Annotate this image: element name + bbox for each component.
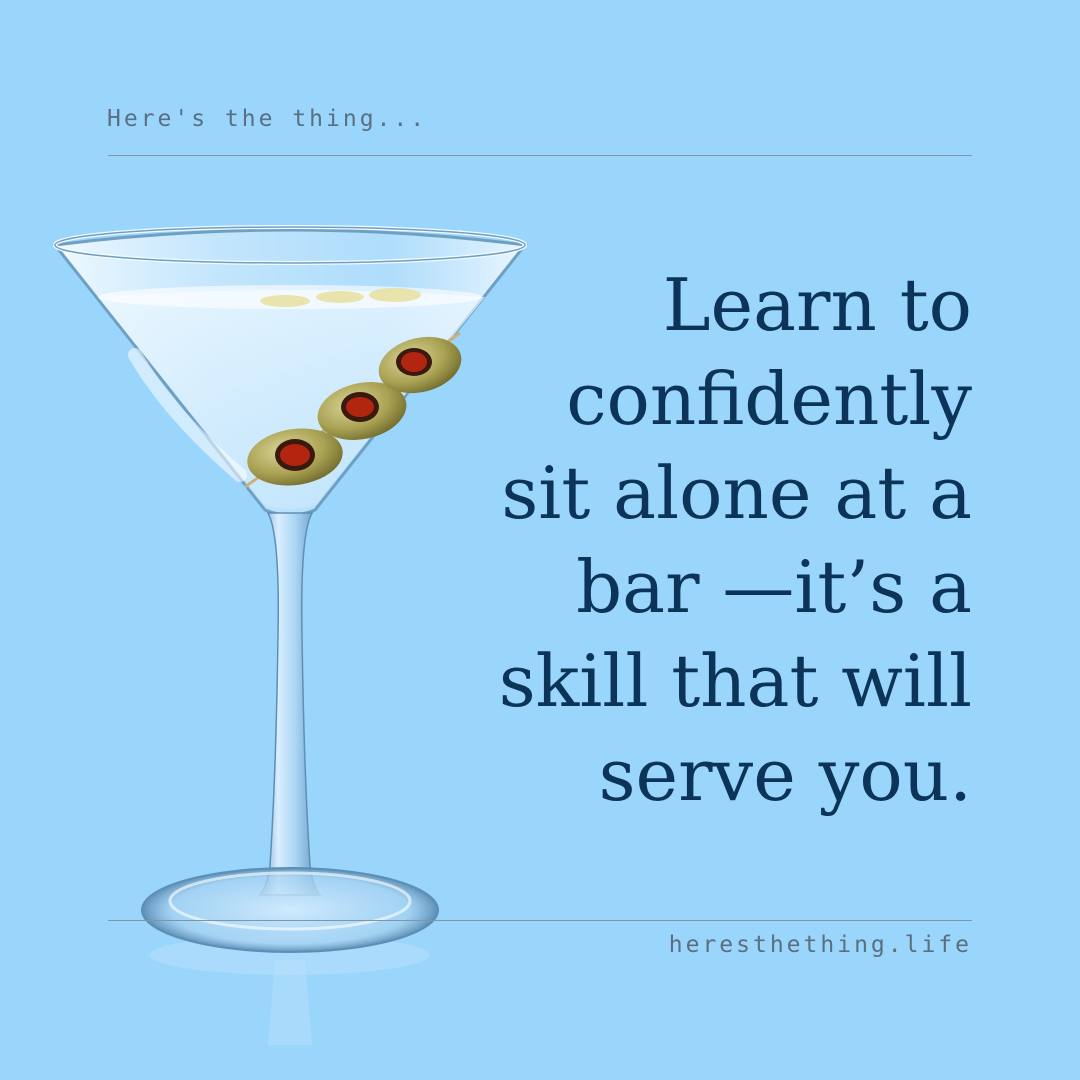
headline-quote: [412, 258, 972, 822]
headline-line: Learn to: [662, 263, 972, 347]
headline-line: bar —it’s a: [576, 545, 972, 629]
headline-line: serve you.: [598, 733, 972, 817]
bottom-divider: [108, 920, 972, 921]
headline-line: confidently: [566, 357, 972, 441]
top-divider: [108, 155, 972, 156]
tagline: Here's the thing...: [107, 106, 428, 132]
headline-line: sit alone at a: [501, 451, 972, 535]
website-url: heresthething.life: [668, 932, 972, 958]
headline-line: skill that will: [498, 639, 972, 723]
